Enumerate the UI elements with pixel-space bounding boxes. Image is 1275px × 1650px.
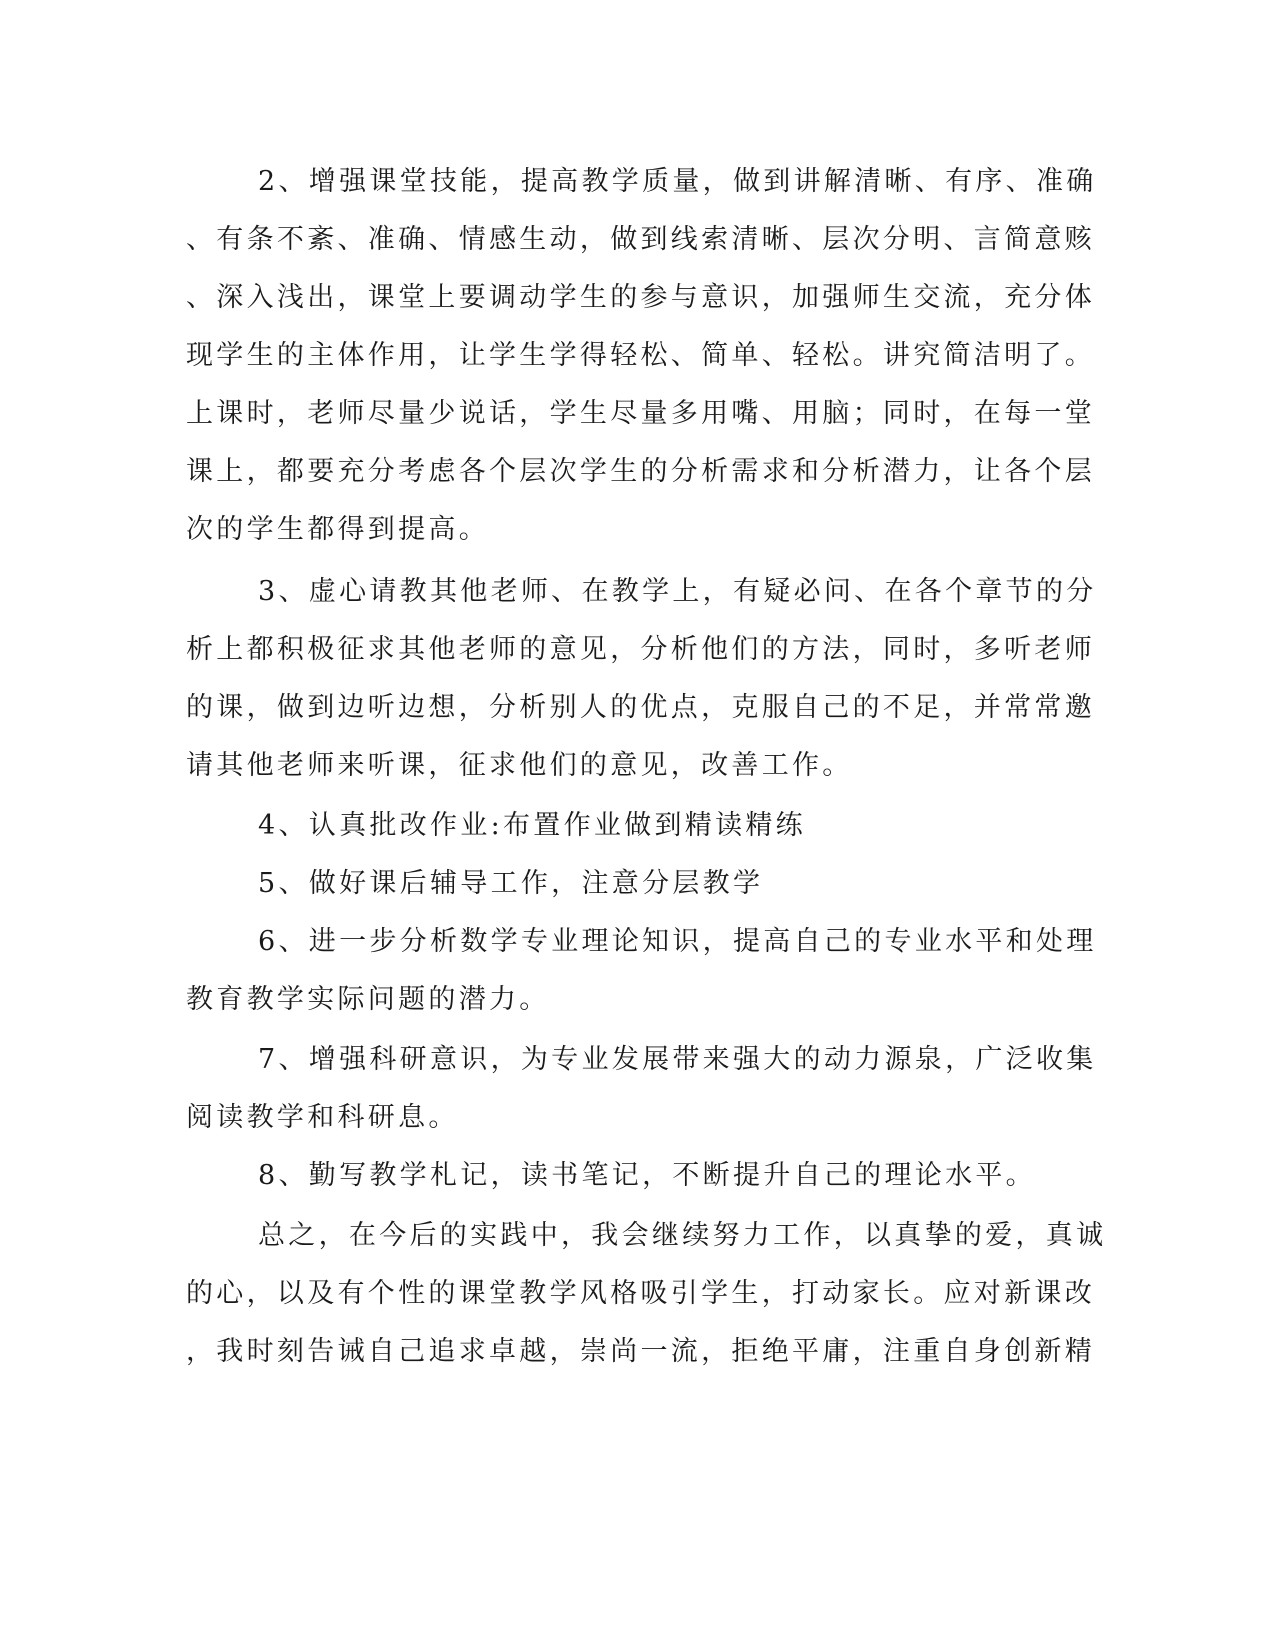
paragraph-3-line-2: 析上都积极征求其他老师的意见，分析他们的方法，同时，多听老师 [186, 634, 1095, 665]
paragraph-3-line-1: 3、虚心请教其他老师、在教学上，有疑必问、在各个章节的分 [258, 576, 1097, 607]
paragraph-7-line-1: 7、增强科研意识，为专业发展带来强大的动力源泉，广泛收集 [258, 1044, 1097, 1075]
paragraph-8: 8、勤写教学札记，读书笔记，不断提升自己的理论水平。 [258, 1160, 1036, 1191]
paragraph-2-line-1: 2、增强课堂技能，提高教学质量，做到讲解清晰、有序、准确 [258, 166, 1097, 197]
paragraph-5: 5、做好课后辅导工作，注意分层教学 [258, 868, 764, 899]
paragraph-2-line-6: 课上，都要充分考虑各个层次学生的分析需求和分析潜力，让各个层 [186, 456, 1095, 487]
paragraph-7-line-2: 阅读教学和科研息。 [186, 1102, 459, 1133]
conclusion-line-3: ，我时刻告诫自己追求卓越，崇尚一流，拒绝平庸，注重自身创新精 [186, 1336, 1095, 1367]
paragraph-2-line-2: 、有条不紊、准确、情感生动，做到线索清晰、层次分明、言简意赅 [186, 224, 1095, 255]
conclusion-line-2: 的心，以及有个性的课堂教学风格吸引学生，打动家长。应对新课改 [186, 1278, 1095, 1309]
paragraph-6-line-2: 教育教学实际问题的潜力。 [186, 984, 550, 1015]
paragraph-3-line-3: 的课，做到边听边想，分析别人的优点，克服自己的不足，并常常邀 [186, 692, 1095, 723]
paragraph-2-line-3: 、深入浅出，课堂上要调动学生的参与意识，加强师生交流，充分体 [186, 282, 1095, 313]
paragraph-2-line-5: 上课时，老师尽量少说话，学生尽量多用嘴、用脑；同时，在每一堂 [186, 398, 1095, 429]
paragraph-3-line-4: 请其他老师来听课，征求他们的意见，改善工作。 [186, 750, 853, 781]
conclusion-line-1: 总之，在今后的实践中，我会继续努力工作，以真挚的爱，真诚 [258, 1220, 1107, 1251]
paragraph-6-line-1: 6、进一步分析数学专业理论知识，提高自己的专业水平和处理 [258, 926, 1097, 957]
paragraph-2-line-7: 次的学生都得到提高。 [186, 514, 489, 545]
paragraph-4: 4、认真批改作业:布置作业做到精读精练 [258, 810, 806, 841]
paragraph-2-line-4: 现学生的主体作用，让学生学得轻松、简单、轻松。讲究简洁明了。 [186, 340, 1095, 371]
